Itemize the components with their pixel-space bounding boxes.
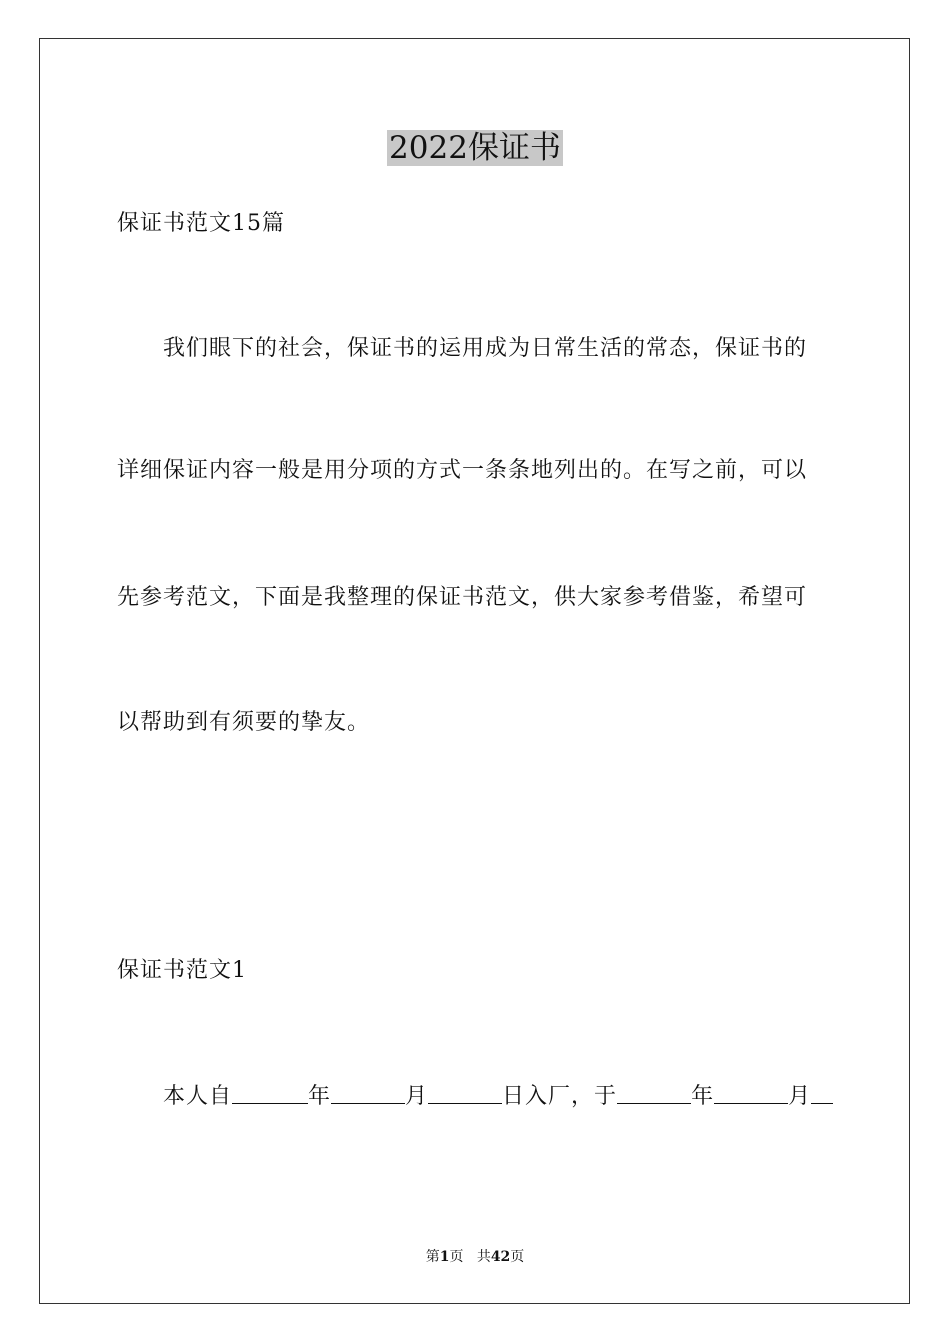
- intro-line-1: 我们眼下的社会，保证书的运用成为日常生活的常态，保证书的: [163, 336, 808, 361]
- form-text-1: 本人自: [163, 1084, 233, 1109]
- form-text-2: 年: [308, 1084, 332, 1109]
- blank-field-day-in[interactable]: [428, 1083, 502, 1104]
- blank-field-year-out[interactable]: [617, 1083, 691, 1104]
- intro-line-4: 以帮助到有须要的挚友。: [117, 710, 371, 735]
- form-text-4: 日入厂，于: [502, 1084, 618, 1109]
- document-subtitle: 保证书范文15篇: [117, 211, 285, 236]
- intro-line-3: 先参考范文，下面是我整理的保证书范文，供大家参考借鉴，希望可: [117, 585, 808, 610]
- blank-field-month-in[interactable]: [331, 1083, 405, 1104]
- page-footer: [0, 1247, 950, 1267]
- page-current: 1: [439, 1249, 450, 1265]
- form-text-5: 年: [691, 1084, 715, 1109]
- document-title: [0, 126, 950, 170]
- blank-field-day-out[interactable]: [811, 1083, 833, 1104]
- blank-field-month-out[interactable]: [714, 1083, 788, 1104]
- blank-field-year-in[interactable]: [232, 1083, 308, 1104]
- page-prefix: 第: [425, 1249, 440, 1265]
- page-suffix: 页: [449, 1249, 464, 1265]
- intro-line-2: 详细保证内容一般是用分项的方式一条条地列出的。在写之前，可以: [117, 458, 808, 483]
- form-line: [163, 1082, 883, 1112]
- total-pages: 42: [490, 1249, 511, 1265]
- total-prefix: 共: [476, 1249, 491, 1265]
- section-heading: 保证书范文1: [117, 958, 247, 983]
- form-text-6: 月: [788, 1084, 812, 1109]
- total-suffix: 页: [510, 1249, 525, 1265]
- document-title-text: 2022保证书: [389, 130, 561, 166]
- form-text-3: 月: [405, 1084, 429, 1109]
